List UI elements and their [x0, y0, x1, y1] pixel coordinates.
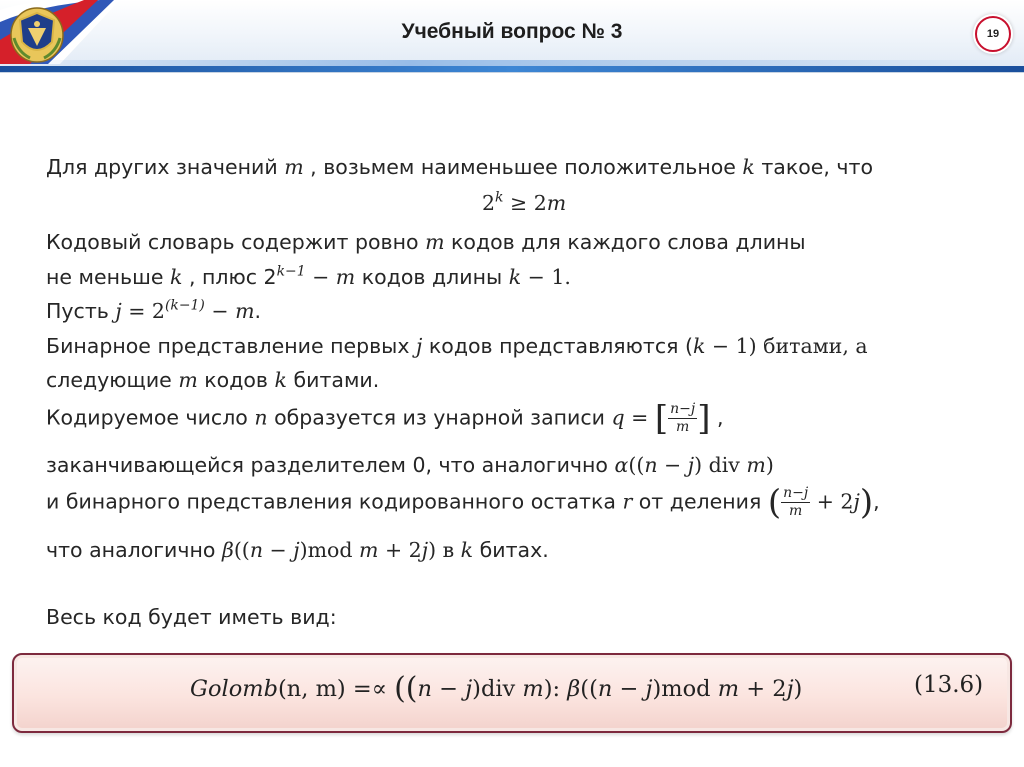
text-line-4: не меньше k , плюс $2^{k-1} - m$ кодов длины k − 1.: [46, 263, 571, 289]
paren-right: ): [859, 482, 874, 523]
golomb-formula: Golomb(n, m) =∝ ((n − j)div m): β((n − j)mod m + 2j): [190, 671, 803, 706]
ceiling-bracket-left: [: [654, 398, 669, 439]
text-line-12: Весь код будет иметь вид:: [46, 605, 337, 629]
fraction: $\frac{n-j}{m}$: [670, 401, 696, 435]
text-line-8: Кодируемое число n образуется из унарной записи q = [ $\frac{n-j}{m}$ ] ,: [46, 398, 724, 439]
text-line-6: Бинарное представление первых j кодов представляются (k − 1) битами, а: [46, 334, 868, 358]
text-line-9: заканчивающейся разделителем 0, что аналогично α((n − j) div m): [46, 453, 774, 477]
text-line-10: и бинарного представления кодированного остатка r от деления ( $\frac{n-j}{m}$ + 2j),: [46, 482, 880, 523]
equation-number: (13.6): [914, 672, 984, 698]
text-line-11: что аналогично β((n − j)mod m + 2j) в k битах.: [46, 538, 549, 562]
text-line-3: Кодовый словарь содержит ровно m кодов для каждого слова длины: [46, 230, 806, 254]
fraction: $\frac{n-j}{m}$: [783, 485, 809, 519]
page-number-badge: 19: [975, 16, 1011, 52]
paren-left: (: [767, 482, 782, 523]
text-line-7: следующие m кодов k битами.: [46, 368, 380, 392]
header-accent-line: [0, 66, 1024, 72]
ceiling-bracket-right: ]: [697, 398, 711, 439]
formula-line-inequality: $2^k \ge 2m$: [482, 189, 567, 215]
slide-title: Учебный вопрос № 3: [401, 20, 623, 43]
text-line-5: Пусть $j = 2^{(k-1)} - m$.: [46, 297, 262, 323]
slide-header: [0, 0, 1024, 73]
text-line-1: Для других значений m , возьмем наименьшее положительное k такое, что: [46, 155, 874, 179]
